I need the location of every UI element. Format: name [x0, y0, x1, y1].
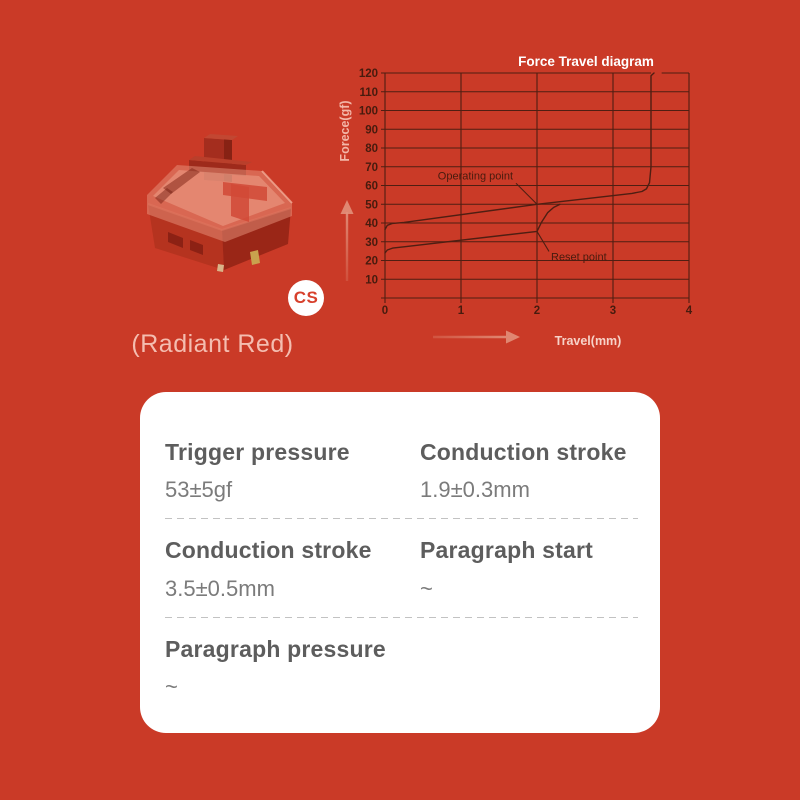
spec-label: Paragraph pressure: [165, 635, 386, 662]
cs-badge: [288, 280, 324, 316]
spec-label: Paragraph start: [420, 537, 594, 564]
spec-value: 53±5gf: [165, 477, 233, 503]
spec-row-3: [165, 637, 638, 699]
spec-value: ~: [165, 674, 178, 700]
spec-cell: [165, 440, 420, 502]
right-arrow-icon: [433, 331, 520, 344]
y-tick-label: 10: [365, 274, 378, 287]
spec-card: [140, 392, 660, 733]
y-axis-label: Forece(gf): [338, 100, 352, 162]
y-tick-label: 120: [358, 68, 378, 80]
spec-cell: [165, 538, 420, 600]
y-tick-label: 100: [358, 105, 378, 118]
up-arrow-icon: [341, 200, 354, 281]
spec-label: Conduction stroke: [165, 537, 372, 564]
force-travel-chart: [330, 45, 700, 365]
product-name: (Radiant Red): [131, 330, 294, 358]
spec-row-1: [165, 440, 638, 502]
annotation-pointer: [516, 183, 537, 204]
switch-render: [138, 124, 300, 274]
spec-label: Trigger pressure: [165, 439, 350, 465]
dashed-separator: [165, 518, 638, 519]
chart-title: Force Travel diagram: [518, 54, 654, 69]
y-tick-label: 40: [365, 218, 378, 230]
x-tick-label: 1: [457, 305, 465, 317]
curve-reset-connector: [537, 204, 560, 231]
dashed-separator: [165, 617, 638, 618]
spec-value: ~: [420, 575, 433, 601]
x-axis-label: Travel(mm): [554, 334, 622, 348]
spec-row-2: [165, 538, 638, 600]
annotation-label: Reset point: [551, 251, 607, 264]
y-tick-label: 90: [365, 124, 378, 137]
y-tick-label: 60: [365, 180, 378, 193]
cs-badge-label: CS: [293, 288, 319, 307]
x-tick-label: 3: [609, 305, 617, 317]
x-tick-label: 0: [381, 305, 389, 317]
y-tick-label: 80: [365, 143, 378, 155]
y-tick-label: 110: [359, 86, 378, 99]
spec-cell: [420, 440, 638, 502]
y-tick-label: 50: [365, 199, 378, 212]
y-tick-label: 70: [365, 161, 378, 174]
spec-cell: [165, 637, 420, 699]
spec-label: Conduction stroke: [420, 439, 627, 465]
spec-value: 1.9±0.3mm: [420, 477, 530, 503]
spec-value: 3.5±0.5mm: [165, 575, 275, 601]
y-tick-label: 30: [365, 236, 378, 249]
x-tick-label: 4: [685, 305, 693, 317]
curve-press-stroke: [385, 73, 654, 230]
chart-annotations: [438, 170, 607, 263]
annotation-label: Operating point: [437, 170, 513, 183]
spec-cell: [420, 538, 638, 600]
chart-curves: [385, 73, 654, 253]
y-tick-label: 20: [365, 255, 378, 268]
x-tick-label: 2: [533, 305, 541, 317]
